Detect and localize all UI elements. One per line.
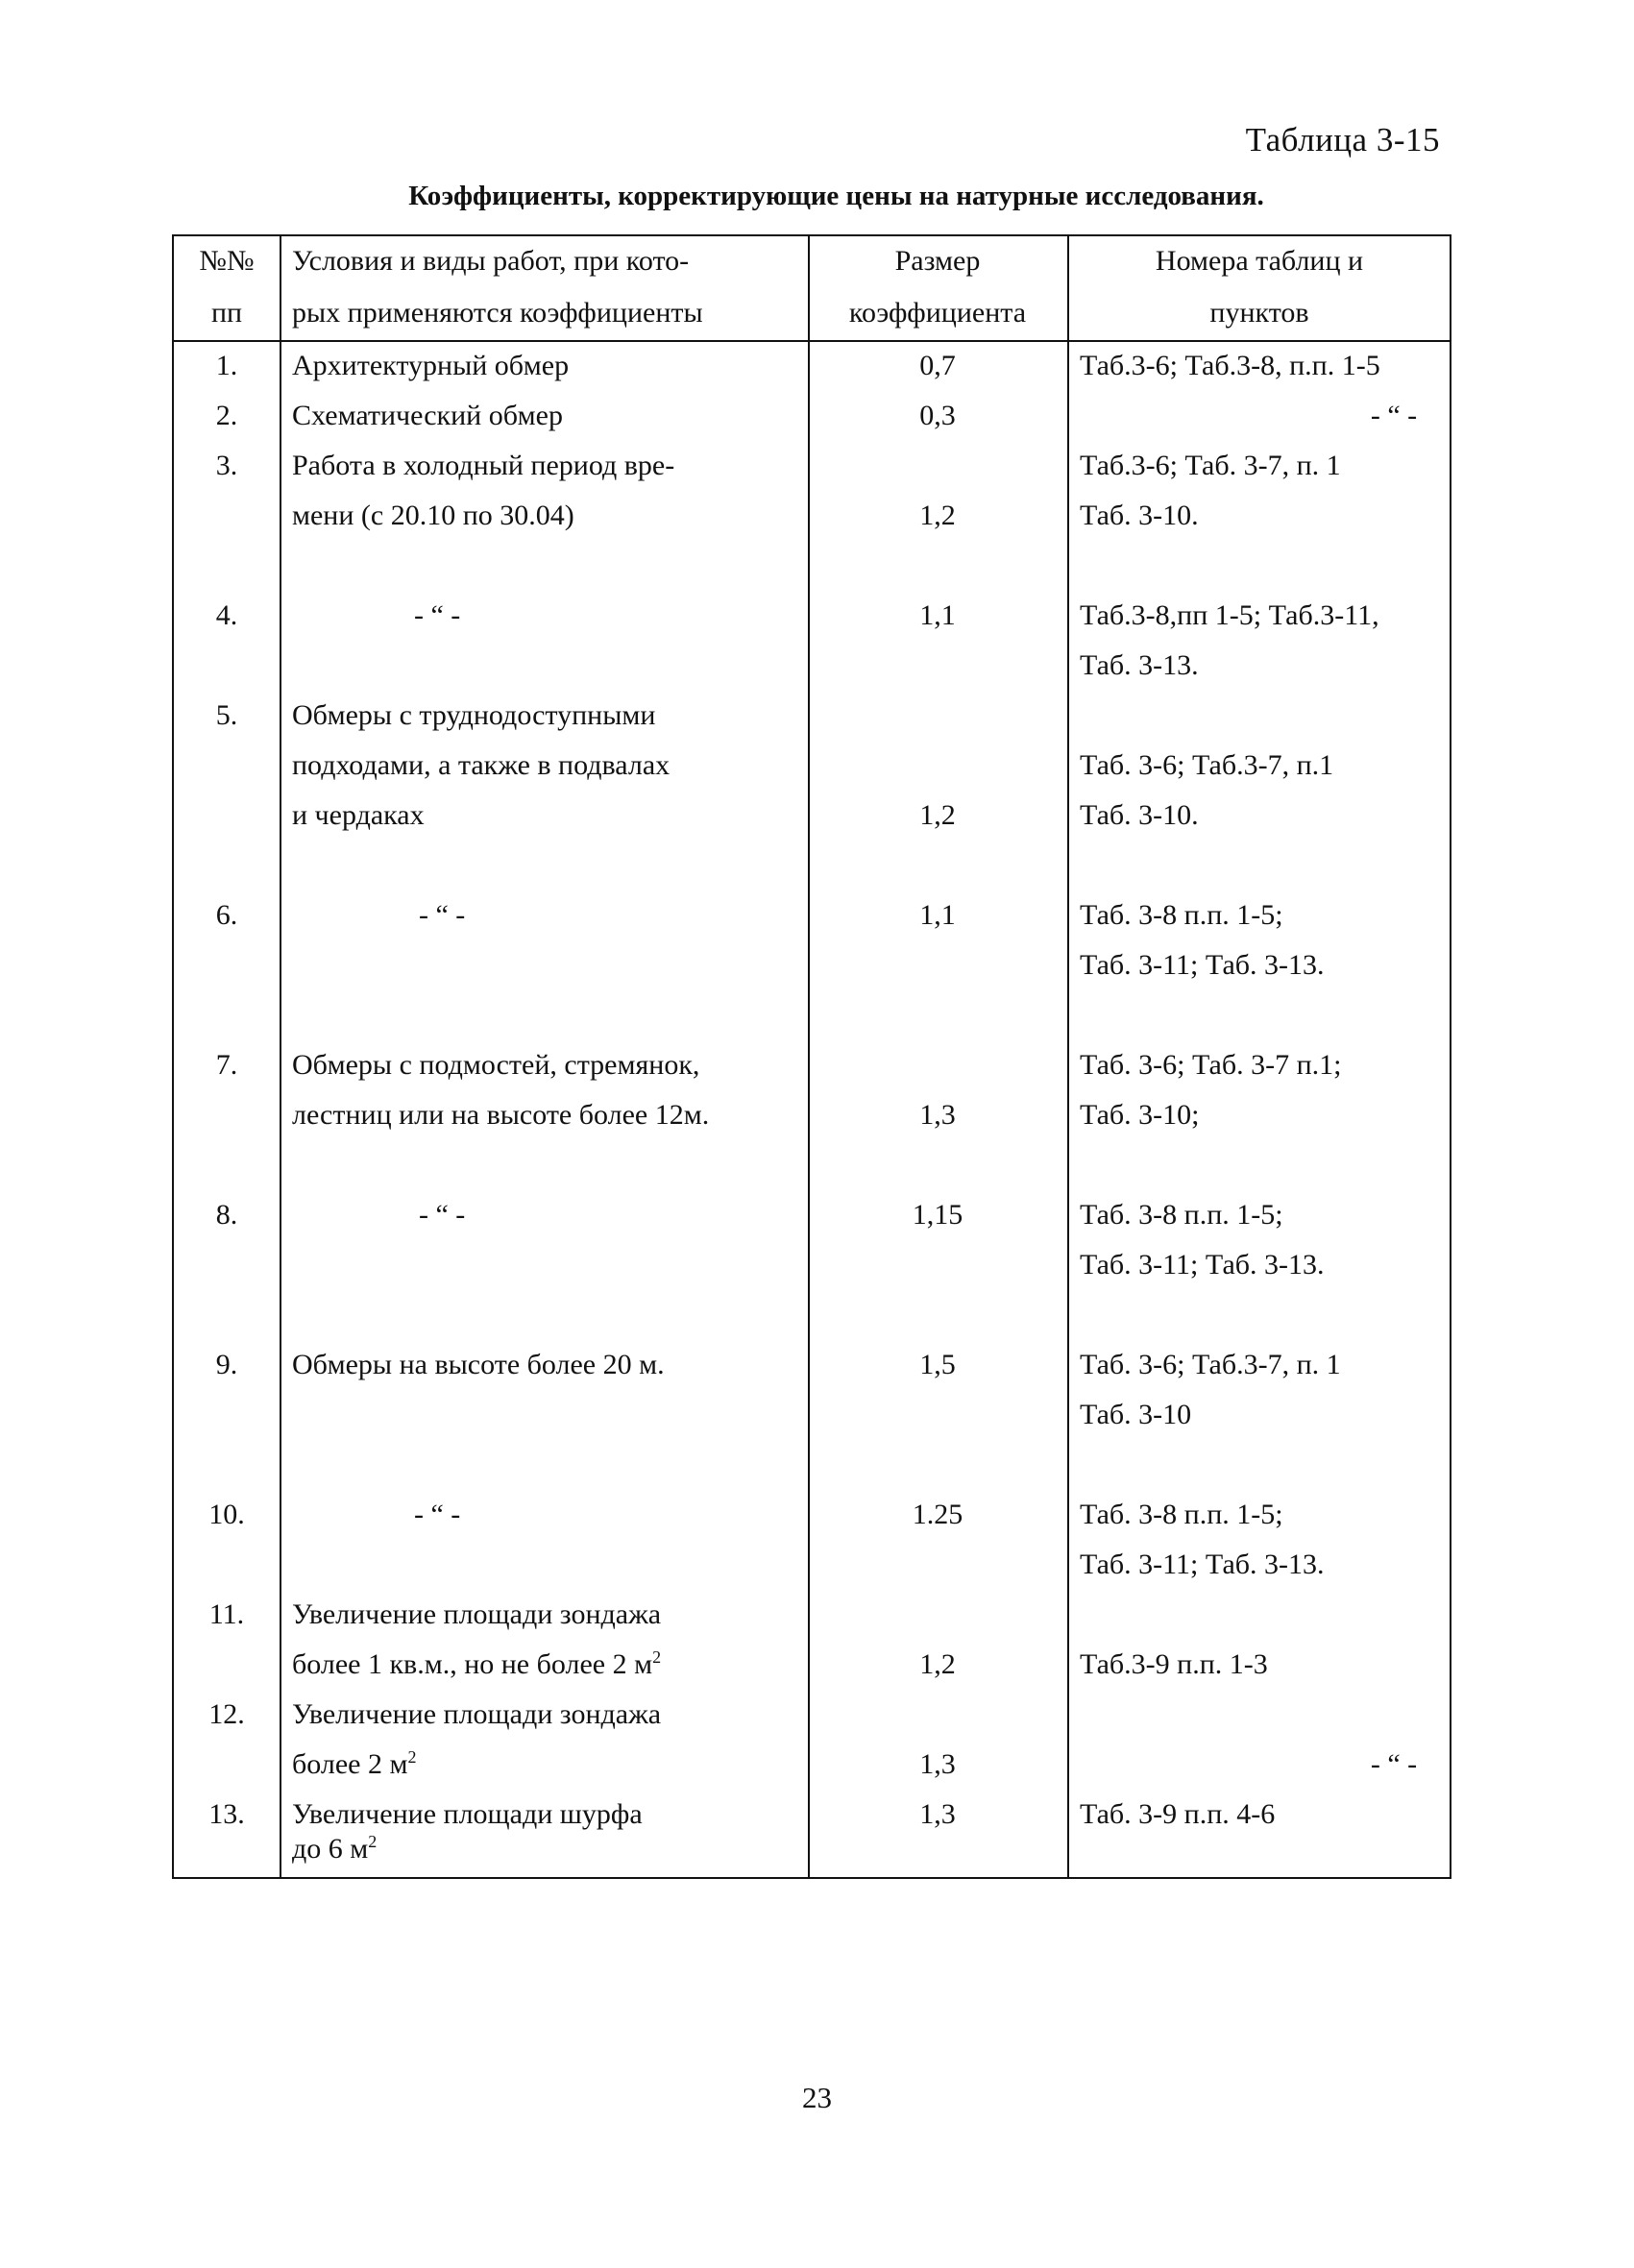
row-condition: - “ - — [414, 1499, 461, 1530]
row-number: 12. — [208, 1698, 245, 1730]
row-coefficient: 1,3 — [919, 1798, 956, 1830]
superscript: 2 — [652, 1647, 662, 1667]
row-coefficient: 0,3 — [919, 400, 956, 431]
row-references: Таб. 3-11; Таб. 3-13. — [1080, 1549, 1325, 1580]
header-references: Номера таблиц и — [1155, 245, 1364, 277]
row-coefficient: 0,7 — [919, 350, 956, 381]
row-condition: Работа в холодный период вре- — [292, 450, 675, 481]
row-references: Таб. 3-8 п.п. 1-5; — [1080, 1499, 1283, 1530]
row-coefficient: 1,3 — [919, 1099, 956, 1131]
row-number: 3. — [215, 450, 238, 481]
row-condition: Обмеры на высоте более 20 м. — [292, 1349, 665, 1380]
header-no: пп — [210, 297, 243, 329]
row-coefficient: 1,3 — [919, 1748, 956, 1780]
row-condition: Схематический обмер — [292, 400, 563, 431]
column-divider — [1067, 236, 1069, 1877]
row-references: Таб.3-6; Таб.3-8, п.п. 1-5 — [1080, 350, 1380, 381]
row-condition: - “ - — [419, 1199, 466, 1231]
header-no: №№ — [199, 245, 255, 277]
row-references: Таб. 3-11; Таб. 3-13. — [1080, 1249, 1325, 1280]
row-number: 2. — [215, 400, 238, 431]
row-references: Таб.3-9 п.п. 1-3 — [1080, 1648, 1268, 1680]
row-references: Таб. 3-9 п.п. 4-6 — [1080, 1798, 1276, 1830]
header-references: пунктов — [1209, 297, 1309, 329]
row-references: Таб. 3-10 — [1080, 1399, 1192, 1430]
column-divider — [280, 236, 281, 1877]
row-condition: мени (с 20.10 по 30.04) — [292, 500, 574, 531]
row-references: Таб. 3-10. — [1080, 500, 1199, 531]
row-condition: до 6 $м^2$ — [292, 1832, 378, 1865]
row-references: Таб. 3-10. — [1080, 799, 1199, 831]
row-references: Таб. 3-6; Таб.3-7, п.1 — [1080, 749, 1334, 781]
row-number: 11. — [208, 1598, 245, 1630]
superscript: 2 — [368, 1832, 378, 1851]
row-coefficient: 1,15 — [912, 1199, 963, 1231]
table-title: Коэффициенты, корректирующие цены на натурные исследования. — [408, 181, 1264, 211]
row-number: 10. — [208, 1499, 245, 1530]
row-references: Таб. 3-13. — [1080, 649, 1199, 681]
row-references: Таб.3-8,пп 1-5; Таб.3-11, — [1080, 599, 1379, 631]
row-coefficient: 1,2 — [919, 500, 956, 531]
row-number: 6. — [215, 899, 238, 931]
row-references: Таб. 3-11; Таб. 3-13. — [1080, 949, 1325, 981]
row-condition: и чердаках — [292, 799, 425, 831]
row-number: 13. — [208, 1798, 245, 1830]
row-coefficient: 1,2 — [919, 799, 956, 831]
row-references: Таб. 3-6; Таб. 3-7 п.1; — [1080, 1049, 1342, 1081]
row-condition: Увеличение площади шурфа — [292, 1798, 643, 1830]
row-condition: более 2 $м^2$ — [292, 1747, 417, 1780]
row-references: Таб. 3-6; Таб.3-7, п. 1 — [1080, 1349, 1341, 1380]
row-references: Таб. 3-8 п.п. 1-5; — [1080, 899, 1283, 931]
row-condition: Архитектурный обмер — [292, 350, 570, 381]
row-references: Таб. 3-8 п.п. 1-5; — [1080, 1199, 1283, 1231]
row-coefficient: 1,1 — [919, 599, 956, 631]
table-label: Таблица 3-15 — [1245, 121, 1440, 159]
superscript: 2 — [407, 1747, 417, 1767]
row-condition: Увеличение площади зондажа — [292, 1598, 662, 1630]
row-condition: - “ - — [419, 899, 466, 931]
row-condition: более 1 кв.м., но не более 2 $м^2$ — [292, 1647, 662, 1680]
row-condition: Увеличение площади зондажа — [292, 1698, 662, 1730]
row-number: 4. — [215, 599, 238, 631]
row-condition: - “ - — [414, 599, 461, 631]
row-condition: Обмеры с подмостей, стремянок, — [292, 1049, 700, 1081]
row-coefficient: 1.25 — [912, 1499, 963, 1530]
row-coefficient: 1,2 — [919, 1648, 956, 1680]
row-references: Таб.3-6; Таб. 3-7, п. 1 — [1080, 450, 1341, 481]
header-conditions: рых применяются коэффициенты — [292, 297, 703, 329]
row-number: 5. — [215, 699, 238, 731]
row-references: Таб. 3-10; — [1080, 1099, 1200, 1131]
row-condition: Обмеры с труднодоступными — [292, 699, 656, 731]
row-references: - “ - — [1370, 1748, 1418, 1780]
row-number: 9. — [215, 1349, 238, 1380]
coefficients-table — [172, 234, 1451, 1879]
column-divider — [808, 236, 810, 1877]
row-condition: лестниц или на высоте более 12м. — [292, 1099, 710, 1131]
row-references: - “ - — [1370, 400, 1418, 431]
header-conditions: Условия и виды работ, при кото- — [292, 245, 690, 277]
row-coefficient: 1,5 — [919, 1349, 956, 1380]
row-number: 7. — [215, 1049, 238, 1081]
row-condition: подходами, а также в подвалах — [292, 749, 671, 781]
header-coefficient: Размер — [894, 245, 981, 277]
header-coefficient: коэффициента — [848, 297, 1027, 329]
row-number: 1. — [215, 350, 238, 381]
page-number: 23 — [802, 2081, 832, 2114]
row-coefficient: 1,1 — [919, 899, 956, 931]
row-number: 8. — [215, 1199, 238, 1231]
